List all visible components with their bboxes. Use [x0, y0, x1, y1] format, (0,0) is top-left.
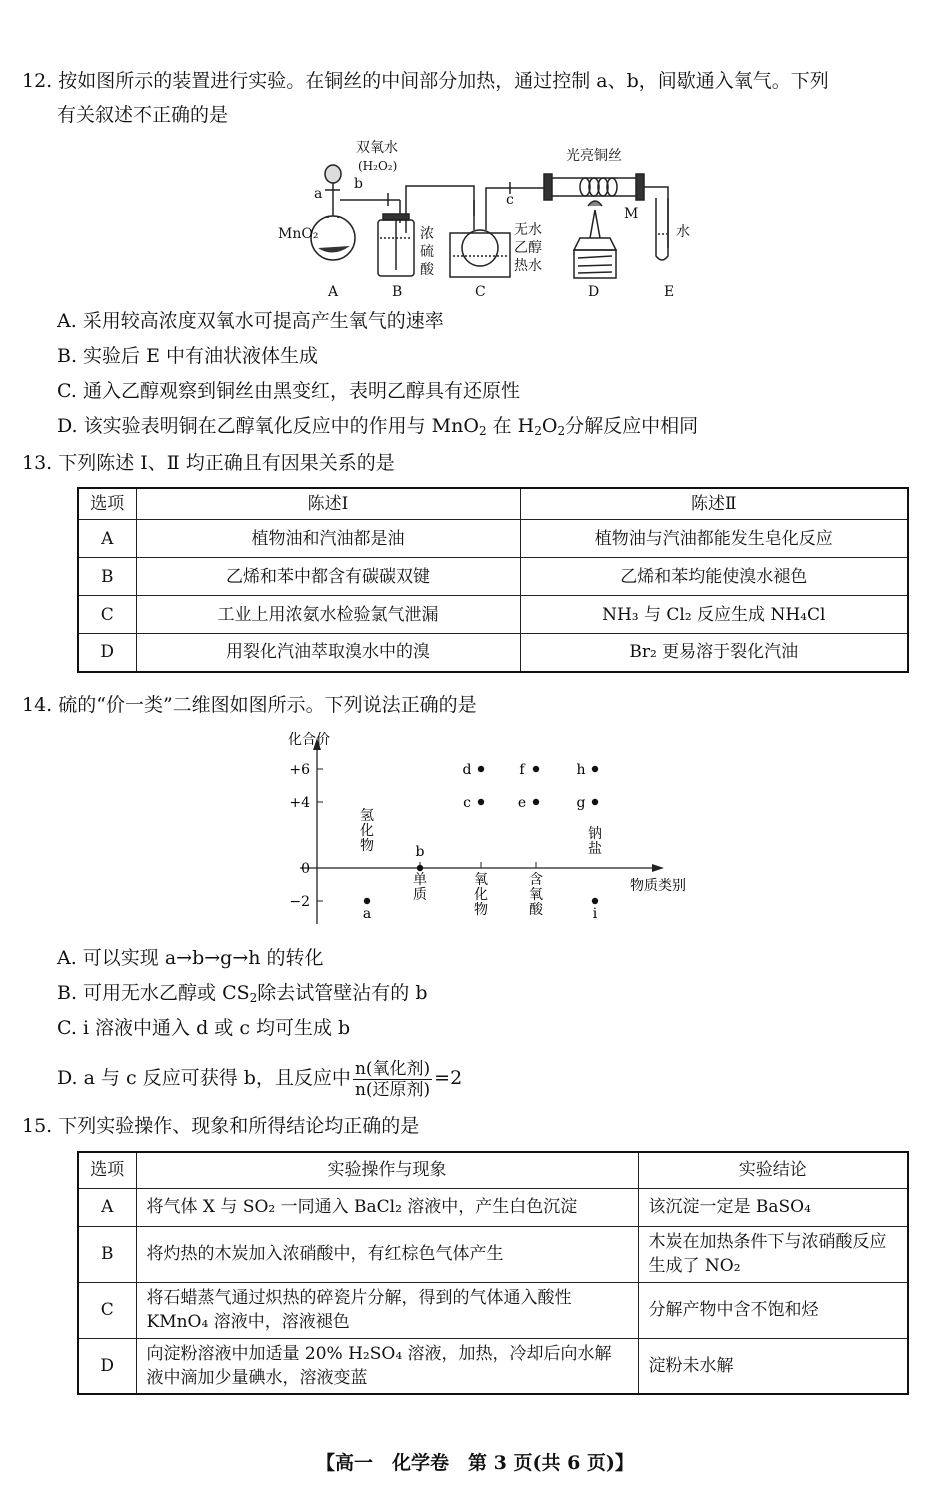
label-M: M	[624, 206, 639, 222]
label-app-a: A	[328, 284, 339, 300]
point-label-h: h	[576, 762, 586, 778]
alcohol-lamp	[574, 238, 616, 250]
data-point-c	[478, 799, 484, 805]
data-point-h	[592, 766, 598, 772]
funnel-bulb	[325, 165, 341, 183]
table-cell: C	[78, 596, 136, 634]
table-header-row	[78, 1152, 908, 1188]
reaction-tube-d	[548, 178, 640, 196]
header-cell: 实验结论	[638, 1152, 908, 1188]
q12-option-a: A. 采用较高浓度双氧水可提高产生氧气的速率	[57, 310, 444, 332]
q15-stem: 15. 下列实验操作、现象和所得结论均正确的是	[22, 1115, 420, 1137]
point-label-c: c	[463, 795, 471, 811]
x-category-label: 单质	[413, 872, 427, 903]
x-axis-arrow	[652, 864, 664, 872]
table-cell: 分解产物中含不饱和烃	[638, 1282, 908, 1338]
table-cell: D	[78, 634, 136, 672]
flask-c	[462, 230, 498, 266]
q14-option-d: D. a 与 c 反应可获得 b，且反应中 $\frac{\text{n(氧化剂)}}{\text{n(还原剂)}}$ =2	[57, 1058, 463, 1100]
table-cell: 乙烯和苯中都含有碳碳双键	[136, 558, 520, 596]
table-cell: 木炭在加热条件下与浓硝酸反应生成了 NO₂	[638, 1226, 908, 1282]
x-category-label: 氧化物	[474, 872, 488, 918]
label-app-b: B	[392, 284, 403, 300]
table-row	[78, 1226, 908, 1282]
data-point-d	[478, 766, 484, 772]
y-tick-label: 0	[301, 861, 310, 877]
label-a: a	[314, 186, 323, 202]
x-category-label: 氢化物	[360, 808, 374, 854]
data-point-i	[592, 898, 598, 904]
label-anhydrous-1: 无水	[514, 222, 542, 238]
table-row	[78, 1188, 908, 1226]
label-anhydrous-2: 乙醇	[514, 240, 542, 256]
table-header-row	[78, 488, 908, 520]
label-app-e: E	[664, 284, 675, 300]
table-cell: B	[78, 558, 136, 596]
table-row	[78, 596, 908, 634]
table-cell: 将石蜡蒸气通过炽热的碎瓷片分解，得到的气体通入酸性 KMnO₄ 溶液中，溶液褪色	[136, 1282, 638, 1338]
table-cell: A	[78, 520, 136, 558]
q13-stem: 13. 下列陈述 Ⅰ、Ⅱ 均正确且有因果关系的是	[22, 452, 395, 474]
water-bath-c	[450, 233, 510, 277]
point-label-d: d	[462, 762, 472, 778]
data-point-f	[533, 766, 539, 772]
header-cell: 选项	[78, 1152, 136, 1188]
table-cell: 向淀粉溶液中加适量 20% H₂SO₄ 溶液，加热，冷却后向水解液中滴加少量碘水，溶液变蓝	[136, 1338, 638, 1394]
q12-stem-line1: 12. 按如图所示的装置进行实验。在铜丝的中间部分加热，通过控制 a、b，间歇通入氧气。下列	[22, 70, 829, 92]
table-row	[78, 1338, 908, 1394]
data-point-e	[533, 799, 539, 805]
data-point-a	[364, 898, 370, 904]
label-water: 水	[676, 224, 690, 240]
data-point-b	[417, 865, 423, 871]
table-row	[78, 520, 908, 558]
point-label-b: b	[415, 844, 425, 860]
table-row	[78, 558, 908, 596]
table-row	[78, 634, 908, 672]
table-cell: 乙烯和苯均能使溴水褪色	[520, 558, 908, 596]
label-conc-1: 浓	[420, 226, 434, 242]
table-cell: 将灼热的木炭加入浓硝酸中，有红棕色气体产生	[136, 1226, 638, 1282]
table-cell: C	[78, 1282, 136, 1338]
table-cell: B	[78, 1226, 136, 1282]
table-cell: 用裂化汽油萃取溴水中的溴	[136, 634, 520, 672]
q12-option-d: D. 该实验表明铜在乙醇氧化反应中的作用与 MnO$_2$ 在 $H_2O_2$分解反应中相同	[57, 415, 699, 438]
q14-option-a: A. 可以实现 a→b→g→h 的转化	[57, 947, 324, 969]
q12-option-b: B. 实验后 E 中有油状液体生成	[57, 345, 318, 367]
point-label-f: f	[519, 762, 525, 778]
q15-table	[77, 1151, 909, 1395]
header-cell: 陈述Ⅱ	[520, 488, 908, 520]
table-cell: NH₃ 与 Cl₂ 反应生成 NH₄Cl	[520, 596, 908, 634]
label-mno2: MnO₂	[278, 226, 319, 242]
point-label-i: i	[592, 906, 598, 922]
q14-option-c: C. i 溶液中通入 d 或 c 均可生成 b	[57, 1017, 351, 1039]
y-tick-label: +6	[289, 762, 310, 778]
point-label-a: a	[362, 906, 372, 922]
y-tick-label: +4	[289, 795, 310, 811]
label-c: c	[506, 192, 514, 208]
label-conc-3: 酸	[420, 262, 434, 278]
header-cell: 陈述Ⅰ	[136, 488, 520, 520]
label-conc-2: 硫	[420, 244, 434, 260]
label-app-c: C	[475, 284, 486, 300]
x-category-label: 钠盐	[588, 826, 602, 857]
data-point-g	[592, 799, 598, 805]
table-cell: 工业上用浓氨水检验氯气泄漏	[136, 596, 520, 634]
label-h2o2: 双氧水	[356, 140, 398, 156]
ratio-fraction: $\frac{\text{n(氧化剂)}}{\text{n(还原剂)}}$	[354, 1058, 431, 1100]
x-axis-label: 物质类别	[630, 878, 686, 894]
header-cell: 选项	[78, 488, 136, 520]
q12-option-c: C. 通入乙醇观察到铜丝由黑变红，表明乙醇具有还原性	[57, 380, 520, 402]
q14-stem: 14. 硫的“价一类”二维图如图所示。下列说法正确的是	[22, 694, 477, 716]
q12-apparatus-figure	[270, 138, 710, 303]
point-label-e: e	[517, 795, 527, 811]
table-cell: 淀粉未水解	[638, 1338, 908, 1394]
q12-stem-line2: 有关叙述不正确的是	[57, 104, 229, 126]
table-cell: A	[78, 1188, 136, 1226]
test-tube-e	[656, 198, 668, 260]
page-footer: 【高一 化学卷 第 3 页(共 6 页)】	[316, 1452, 634, 1474]
label-b: b	[354, 176, 363, 192]
label-app-d: D	[588, 284, 600, 300]
table-cell: 植物油与汽油都能发生皂化反应	[520, 520, 908, 558]
label-copper-wire: 光亮铜丝	[566, 148, 622, 164]
table-cell: 该沉淀一定是 BaSO₄	[638, 1188, 908, 1226]
label-hot-water: 热水	[514, 258, 542, 274]
y-axis-label: 化合价	[288, 732, 330, 748]
table-row	[78, 1282, 908, 1338]
y-tick-label: −2	[289, 894, 310, 910]
point-label-g: g	[576, 795, 586, 811]
table-cell: 将气体 X 与 SO₂ 一同通入 BaCl₂ 溶液中，产生白色沉淀	[136, 1188, 638, 1226]
q13-table	[77, 487, 909, 673]
table-cell: D	[78, 1338, 136, 1394]
table-cell: Br₂ 更易溶于裂化汽油	[520, 634, 908, 672]
label-h2o2-formula: (H₂O₂)	[358, 159, 398, 173]
valence-category-chart	[280, 728, 700, 933]
table-cell: 植物油和汽油都是油	[136, 520, 520, 558]
header-cell: 实验操作与现象	[136, 1152, 638, 1188]
q14-option-b: B. 可用无水乙醇或 $CS_2$除去试管壁沾有的 b	[57, 982, 428, 1005]
x-category-label: 含氧酸	[529, 872, 543, 918]
